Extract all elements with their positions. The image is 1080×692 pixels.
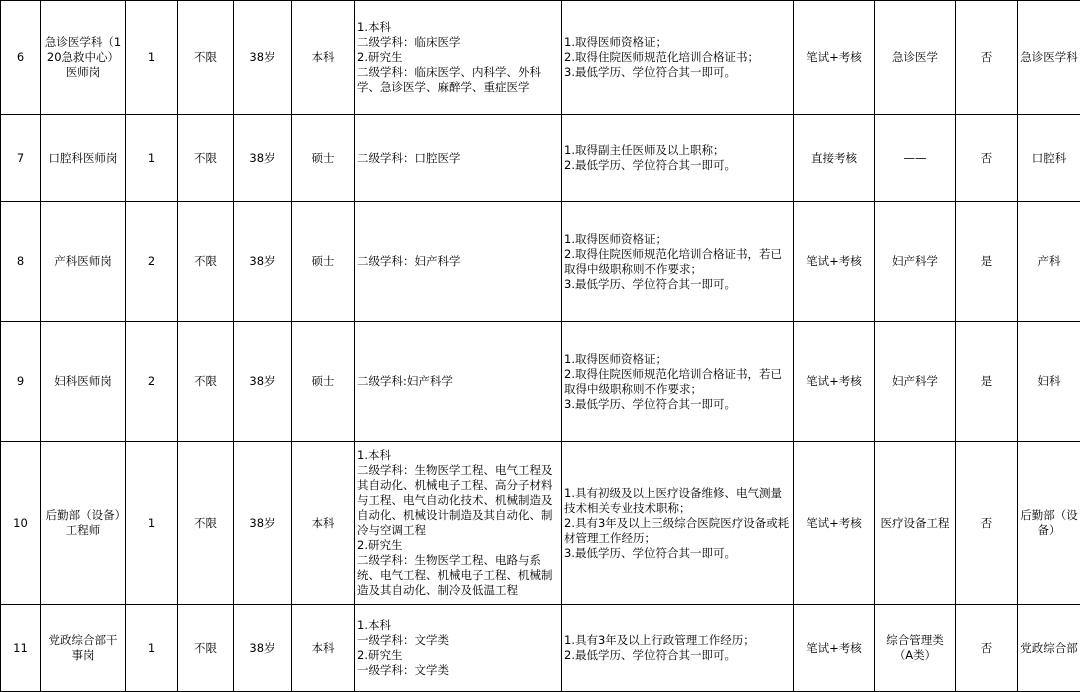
gender-requirement: 不限 <box>178 1 234 115</box>
row-number: 8 <box>1 202 41 322</box>
major-requirement: 二级学科:妇产科学 <box>355 322 562 442</box>
exam-method: 直接考核 <box>794 115 875 202</box>
age-limit: 38岁 <box>234 202 292 322</box>
education-requirement: 本科 <box>292 442 355 605</box>
headcount: 2 <box>126 202 178 322</box>
education-requirement: 硕士 <box>292 202 355 322</box>
yes-no-flag: 否 <box>956 1 1018 115</box>
department-name: 后勤部（设备） <box>1018 442 1080 605</box>
department-name: 产科 <box>1018 202 1080 322</box>
position-name: 产科医师岗 <box>41 202 126 322</box>
table-row <box>1 605 1080 692</box>
age-limit: 38岁 <box>234 322 292 442</box>
position-name: 急诊医学科（120急救中心）医师岗 <box>41 1 126 115</box>
major-requirement: 1.本科 二级学科：生物医学工程、电气工程及其自动化、机械电子工程、高分子材料与工程、电气自动化技术、机械制造及自动化、机械设计制造及其自动化、制冷与空调工程 2.研究生 二级学科：生物医学工程、电路与系统、电气工程、机械电子工程、机械制造及其自动化、制冷及低温工程 <box>355 442 562 605</box>
department-name: 口腔科 <box>1018 115 1080 202</box>
headcount: 1 <box>126 115 178 202</box>
department-name: 党政综合部 <box>1018 605 1080 692</box>
other-requirements: 1.具有3年及以上行政管理工作经历； 2.最低学历、学位符合其一即可。 <box>562 605 794 692</box>
gender-requirement: 不限 <box>178 202 234 322</box>
exam-method: 笔试+考核 <box>794 442 875 605</box>
age-limit: 38岁 <box>234 115 292 202</box>
position-name: 后勤部（设备）工程师 <box>41 442 126 605</box>
headcount: 1 <box>126 1 178 115</box>
exam-subject: 综合管理类（A类） <box>875 605 956 692</box>
other-requirements: 1.具有初级及以上医疗设备维修、电气测量技术相关专业技术职称； 2.具有3年及以上三级综合医院医疗设备或耗材管理工作经历； 3.最低学历、学位符合其一即可。 <box>562 442 794 605</box>
major-requirement: 1.本科 二级学科：临床医学 2.研究生 二级学科：临床医学、内科学、外科学、急诊医学、麻醉学、重症医学 <box>355 1 562 115</box>
gender-requirement: 不限 <box>178 605 234 692</box>
yes-no-flag: 否 <box>956 115 1018 202</box>
age-limit: 38岁 <box>234 1 292 115</box>
row-number: 9 <box>1 322 41 442</box>
education-requirement: 本科 <box>292 1 355 115</box>
table-row <box>1 1 1080 115</box>
table-row <box>1 442 1080 605</box>
education-requirement: 硕士 <box>292 115 355 202</box>
row-number: 6 <box>1 1 41 115</box>
major-requirement: 二级学科：妇产科学 <box>355 202 562 322</box>
position-name: 妇科医师岗 <box>41 322 126 442</box>
headcount: 1 <box>126 605 178 692</box>
other-requirements: 1.取得医师资格证； 2.取得住院医师规范化培训合格证书，若已取得中级职称则不作要求； 3.最低学历、学位符合其一即可。 <box>562 202 794 322</box>
gender-requirement: 不限 <box>178 442 234 605</box>
table-row <box>1 115 1080 202</box>
position-name: 党政综合部干事岗 <box>41 605 126 692</box>
yes-no-flag: 否 <box>956 605 1018 692</box>
row-number: 7 <box>1 115 41 202</box>
table-row <box>1 322 1080 442</box>
yes-no-flag: 否 <box>956 442 1018 605</box>
exam-method: 笔试+考核 <box>794 1 875 115</box>
other-requirements: 1.取得医师资格证； 2.取得住院医师规范化培训合格证书； 3.最低学历、学位符合其一即可。 <box>562 1 794 115</box>
exam-subject: 妇产科学 <box>875 202 956 322</box>
row-number: 10 <box>1 442 41 605</box>
position-name: 口腔科医师岗 <box>41 115 126 202</box>
table-row <box>1 202 1080 322</box>
age-limit: 38岁 <box>234 442 292 605</box>
row-number: 11 <box>1 605 41 692</box>
department-name: 妇科 <box>1018 322 1080 442</box>
yes-no-flag: 是 <box>956 202 1018 322</box>
exam-subject: —— <box>875 115 956 202</box>
other-requirements: 1.取得副主任医师及以上职称； 2.最低学历、学位符合其一即可。 <box>562 115 794 202</box>
age-limit: 38岁 <box>234 605 292 692</box>
headcount: 1 <box>126 442 178 605</box>
exam-method: 笔试+考核 <box>794 605 875 692</box>
major-requirement: 1.本科 一级学科：文学类 2.研究生 一级学科：文学类 <box>355 605 562 692</box>
exam-method: 笔试+考核 <box>794 202 875 322</box>
education-requirement: 本科 <box>292 605 355 692</box>
education-requirement: 硕士 <box>292 322 355 442</box>
department-name: 急诊医学科 <box>1018 1 1080 115</box>
exam-method: 笔试+考核 <box>794 322 875 442</box>
yes-no-flag: 是 <box>956 322 1018 442</box>
other-requirements: 1.取得医师资格证； 2.取得住院医师规范化培训合格证书，若已取得中级职称则不作要求； 3.最低学历、学位符合其一即可。 <box>562 322 794 442</box>
headcount: 2 <box>126 322 178 442</box>
major-requirement: 二级学科：口腔医学 <box>355 115 562 202</box>
exam-subject: 医疗设备工程 <box>875 442 956 605</box>
gender-requirement: 不限 <box>178 115 234 202</box>
exam-subject: 急诊医学 <box>875 1 956 115</box>
gender-requirement: 不限 <box>178 322 234 442</box>
exam-subject: 妇产科学 <box>875 322 956 442</box>
